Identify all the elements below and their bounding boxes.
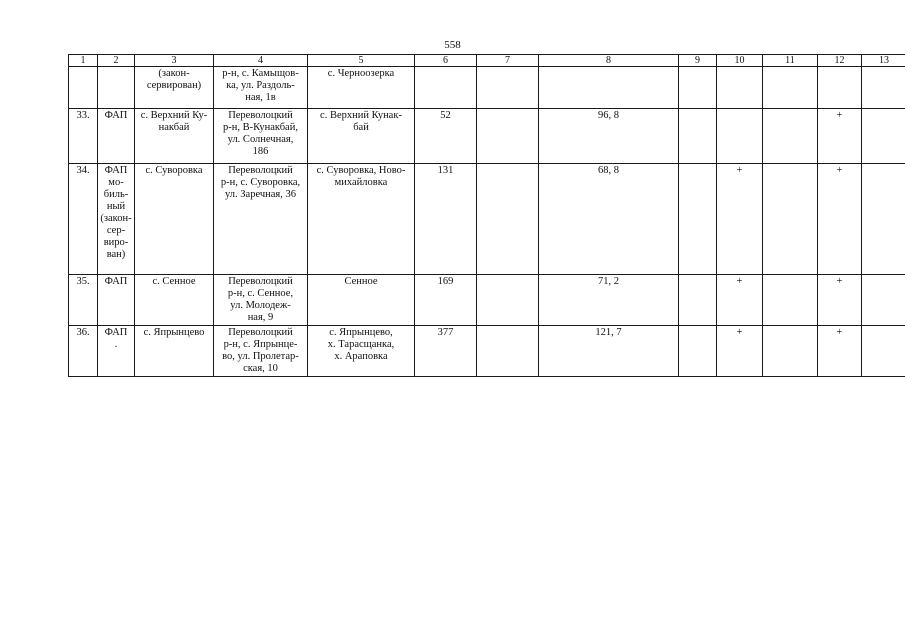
address-cell: Переволоцкий р-н, с. Сенное, ул. Молодеж- ная, 9: [214, 275, 308, 326]
col-7-cell: [477, 109, 539, 164]
col-10-cell: +: [717, 275, 763, 326]
population-cell: [415, 67, 477, 109]
address-cell: Переволоцкий р-н, В-Кунакбай, ул. Солнечная, 186: [214, 109, 308, 164]
column-header: 3: [135, 55, 214, 67]
col-13-cell: [862, 109, 905, 164]
col-11-cell: [763, 164, 818, 275]
column-header: 5: [308, 55, 415, 67]
column-header: 2: [98, 55, 135, 67]
col-10-cell: +: [717, 326, 763, 377]
locality-cell: с. Япрынцево: [135, 326, 214, 377]
col-7-cell: [477, 164, 539, 275]
table-row: [69, 164, 905, 275]
served-settlements-cell: с. Суворовка, Ново- михайловка: [308, 164, 415, 275]
column-number-header-row: [69, 55, 905, 67]
area-cell: 71, 2: [539, 275, 679, 326]
page-number: 558: [444, 39, 461, 51]
col-12-cell: [818, 67, 862, 109]
col-12-cell: +: [818, 326, 862, 377]
table-row: [69, 275, 905, 326]
population-cell: 52: [415, 109, 477, 164]
column-header: 12: [818, 55, 862, 67]
area-cell: [539, 67, 679, 109]
col-13-cell: [862, 275, 905, 326]
population-cell: 377: [415, 326, 477, 377]
column-header: 1: [69, 55, 98, 67]
col-7-cell: [477, 67, 539, 109]
col-10-cell: [717, 67, 763, 109]
col-11-cell: [763, 67, 818, 109]
column-header: 8: [539, 55, 679, 67]
locality-cell: (закон- сервирован): [135, 67, 214, 109]
col-13-cell: [862, 164, 905, 275]
served-settlements-cell: с. Верхний Кунак- бай: [308, 109, 415, 164]
col-9-cell: [679, 164, 717, 275]
col-9-cell: [679, 67, 717, 109]
facility-type-cell: [98, 67, 135, 109]
column-header: 6: [415, 55, 477, 67]
served-settlements-cell: с. Черноозерка: [308, 67, 415, 109]
facility-type-cell: ФАП мо- биль- ный (закон- сер- виро- ван): [98, 164, 135, 275]
address-cell: Переволоцкий р-н, с. Суворовка, ул. Заречная, 36: [214, 164, 308, 275]
column-header: 4: [214, 55, 308, 67]
facility-type-cell: ФАП .: [98, 326, 135, 377]
locality-cell: с. Сенное: [135, 275, 214, 326]
population-cell: 169: [415, 275, 477, 326]
col-10-cell: +: [717, 164, 763, 275]
col-12-cell: +: [818, 275, 862, 326]
locality-cell: с. Суворовка: [135, 164, 214, 275]
address-cell: р-н, с. Камыщов- ка, ул. Раздоль- ная, 1в: [214, 67, 308, 109]
table-row: [69, 326, 905, 377]
locality-cell: с. Верхний Ку- накбай: [135, 109, 214, 164]
table-row: [69, 67, 905, 109]
col-10-cell: [717, 109, 763, 164]
area-cell: 121, 7: [539, 326, 679, 377]
facility-type-cell: ФАП: [98, 275, 135, 326]
column-header: 11: [763, 55, 818, 67]
facilities-table: [68, 54, 905, 377]
col-7-cell: [477, 275, 539, 326]
col-9-cell: [679, 326, 717, 377]
area-cell: 68, 8: [539, 164, 679, 275]
col-11-cell: [763, 326, 818, 377]
col-11-cell: [763, 109, 818, 164]
facility-type-cell: ФАП: [98, 109, 135, 164]
table-row: [69, 109, 905, 164]
col-9-cell: [679, 109, 717, 164]
row-number-cell: 35.: [69, 275, 98, 326]
row-number-cell: 36.: [69, 326, 98, 377]
column-header: 9: [679, 55, 717, 67]
column-header: 10: [717, 55, 763, 67]
col-9-cell: [679, 275, 717, 326]
population-cell: 131: [415, 164, 477, 275]
col-12-cell: +: [818, 164, 862, 275]
col-11-cell: [763, 275, 818, 326]
served-settlements-cell: Сенное: [308, 275, 415, 326]
col-7-cell: [477, 326, 539, 377]
col-13-cell: [862, 67, 905, 109]
col-13-cell: [862, 326, 905, 377]
row-number-cell: 34.: [69, 164, 98, 275]
area-cell: 96, 8: [539, 109, 679, 164]
column-header: 13: [862, 55, 905, 67]
column-header: 7: [477, 55, 539, 67]
row-number-cell: 33.: [69, 109, 98, 164]
served-settlements-cell: с. Япрынцево, х. Тараcщанка, х. Араповка: [308, 326, 415, 377]
address-cell: Переволоцкий р-н, с. Япрынце- во, ул. Пролетар- ская, 10: [214, 326, 308, 377]
col-12-cell: +: [818, 109, 862, 164]
row-number-cell: [69, 67, 98, 109]
